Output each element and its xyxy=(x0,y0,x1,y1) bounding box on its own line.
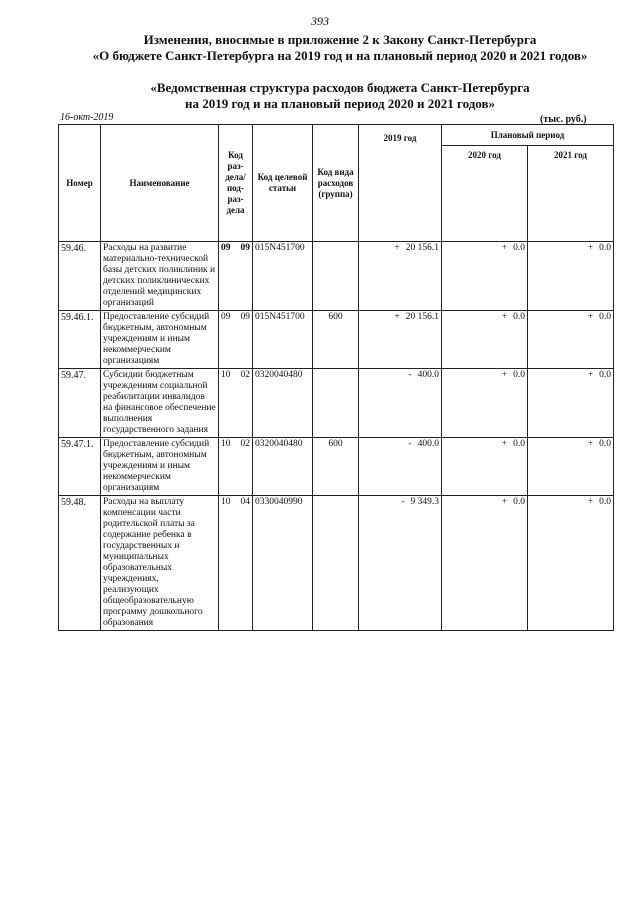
header-expense-type: Код вида расходов (группа) xyxy=(313,125,359,242)
row-number: 59.46. xyxy=(59,242,101,311)
change-sign: + xyxy=(587,243,594,253)
amount: 400.0 xyxy=(417,439,439,449)
header-planned-period: Плановый период xyxy=(442,125,614,146)
row-2021 xyxy=(528,496,614,631)
header-name: Наименование xyxy=(101,125,219,242)
row-2019 xyxy=(359,496,442,631)
section-subsection xyxy=(221,439,250,450)
subsection-code: 09 xyxy=(240,312,250,322)
row-2020 xyxy=(442,242,528,311)
change-sign: + xyxy=(501,370,508,380)
row-target: 0320040480 xyxy=(253,438,313,496)
amount: 0.0 xyxy=(599,439,611,449)
change-sign: + xyxy=(394,312,400,322)
row-name: Расходы на выплату компенсации части родительской платы за содержание ребенка в государственных и муниципальных образовательных учреждениях, реализующих общеобразовательную программу дошкольного образования xyxy=(101,496,219,631)
change-sign: + xyxy=(587,439,594,449)
table-row xyxy=(59,242,614,311)
row-target: 015N451700 xyxy=(253,242,313,311)
amount: 0.0 xyxy=(599,312,611,322)
title-line: Изменения, вносимые в приложение 2 к Закону Санкт-Петербурга xyxy=(143,32,537,47)
subtitle-line: «Ведомственная структура расходов бюджета Санкт-Петербурга xyxy=(150,80,530,95)
row-section xyxy=(219,242,253,311)
row-expense-type: 600 xyxy=(313,311,359,369)
amount: 0.0 xyxy=(513,370,525,380)
row-2019 xyxy=(359,369,442,438)
table-row xyxy=(59,438,614,496)
document-date: 16-окт-2019 xyxy=(60,112,114,123)
header-2019: 2019 год xyxy=(359,125,442,242)
row-2019 xyxy=(359,438,442,496)
amount: 9 349.3 xyxy=(410,497,439,507)
subsection-code: 02 xyxy=(240,370,250,380)
units-label: (тыс. руб.) xyxy=(540,114,587,125)
row-2019 xyxy=(359,242,442,311)
change-sign: + xyxy=(587,370,594,380)
header-2021: 2021 год xyxy=(528,146,614,242)
row-name: Субсидии бюджетным учреждениям социальной реабилитации инвалидов на финансовое обеспечение выполнения государственного задания xyxy=(101,369,219,438)
amount: 20 156.1 xyxy=(405,243,439,253)
amount: 0.0 xyxy=(513,243,525,253)
row-2019 xyxy=(359,311,442,369)
section-code: 09 xyxy=(221,243,231,253)
section-code: 10 xyxy=(221,370,231,380)
change-sign: + xyxy=(501,312,508,322)
row-section xyxy=(219,496,253,631)
section-subsection xyxy=(221,370,250,381)
row-number: 59.48. xyxy=(59,496,101,631)
row-number: 59.46.1. xyxy=(59,311,101,369)
row-target: 015N451700 xyxy=(253,311,313,369)
row-expense-type xyxy=(313,496,359,631)
amount: 0.0 xyxy=(513,497,525,507)
header-target: Код целевой статьи xyxy=(253,125,313,242)
page-number: 393 xyxy=(311,14,329,28)
row-target: 0330040990 xyxy=(253,496,313,631)
row-target: 0320040480 xyxy=(253,369,313,438)
row-name: Предоставление субсидий бюджетным, автономным учреждениям и иным некоммерческим организациям xyxy=(101,438,219,496)
budget-table xyxy=(58,124,614,631)
subsection-code: 02 xyxy=(240,439,250,449)
subsection-code: 09 xyxy=(240,243,250,253)
row-expense-type xyxy=(313,242,359,311)
subtitle-line: на 2019 год и на плановый период 2020 и 2021 годов» xyxy=(184,96,495,111)
change-sign: + xyxy=(501,243,508,253)
header-number: Номер xyxy=(59,125,101,242)
row-2021 xyxy=(528,369,614,438)
change-sign: + xyxy=(394,243,400,253)
change-sign: - xyxy=(408,439,412,449)
change-sign: + xyxy=(587,497,594,507)
row-expense-type: 600 xyxy=(313,438,359,496)
row-2021 xyxy=(528,438,614,496)
section-code: 10 xyxy=(221,497,231,507)
amount: 0.0 xyxy=(599,370,611,380)
section-subsection xyxy=(221,312,250,323)
section-code: 09 xyxy=(221,312,231,322)
section-subsection xyxy=(221,243,250,254)
row-2021 xyxy=(528,242,614,311)
table-row xyxy=(59,311,614,369)
table-row xyxy=(59,369,614,438)
change-sign: + xyxy=(501,497,508,507)
row-expense-type xyxy=(313,369,359,438)
document-subtitle xyxy=(40,80,640,112)
table-body xyxy=(59,242,614,631)
row-section xyxy=(219,438,253,496)
header-section: Код раз-дела/ под-раз-дела xyxy=(219,125,253,242)
row-2020 xyxy=(442,438,528,496)
row-2020 xyxy=(442,496,528,631)
header-2020: 2020 год xyxy=(442,146,528,242)
amount: 0.0 xyxy=(599,497,611,507)
row-2020 xyxy=(442,369,528,438)
change-sign: + xyxy=(501,439,508,449)
row-2020 xyxy=(442,311,528,369)
document-title xyxy=(40,32,640,64)
row-section xyxy=(219,369,253,438)
amount: 0.0 xyxy=(599,243,611,253)
change-sign: + xyxy=(587,312,594,322)
amount: 400.0 xyxy=(417,370,439,380)
row-number: 59.47.1. xyxy=(59,438,101,496)
subsection-code: 04 xyxy=(240,497,250,507)
row-2021 xyxy=(528,311,614,369)
title-line: «О бюджете Санкт-Петербурга на 2019 год и на плановый период 2020 и 2021 годов» xyxy=(92,48,588,63)
row-section xyxy=(219,311,253,369)
change-sign: - xyxy=(408,370,412,380)
row-number: 59.47. xyxy=(59,369,101,438)
section-subsection xyxy=(221,497,250,508)
section-code: 10 xyxy=(221,439,231,449)
table-row xyxy=(59,496,614,631)
amount: 0.0 xyxy=(513,439,525,449)
change-sign: - xyxy=(401,497,405,507)
amount: 20 156.1 xyxy=(405,312,439,322)
row-name: Расходы на развитие материально-технической базы детских поликлиник и детских поликлинических отделений медицинских организаций xyxy=(101,242,219,311)
row-name: Предоставление субсидий бюджетным, автономным учреждениям и иным некоммерческим организациям xyxy=(101,311,219,369)
amount: 0.0 xyxy=(513,312,525,322)
